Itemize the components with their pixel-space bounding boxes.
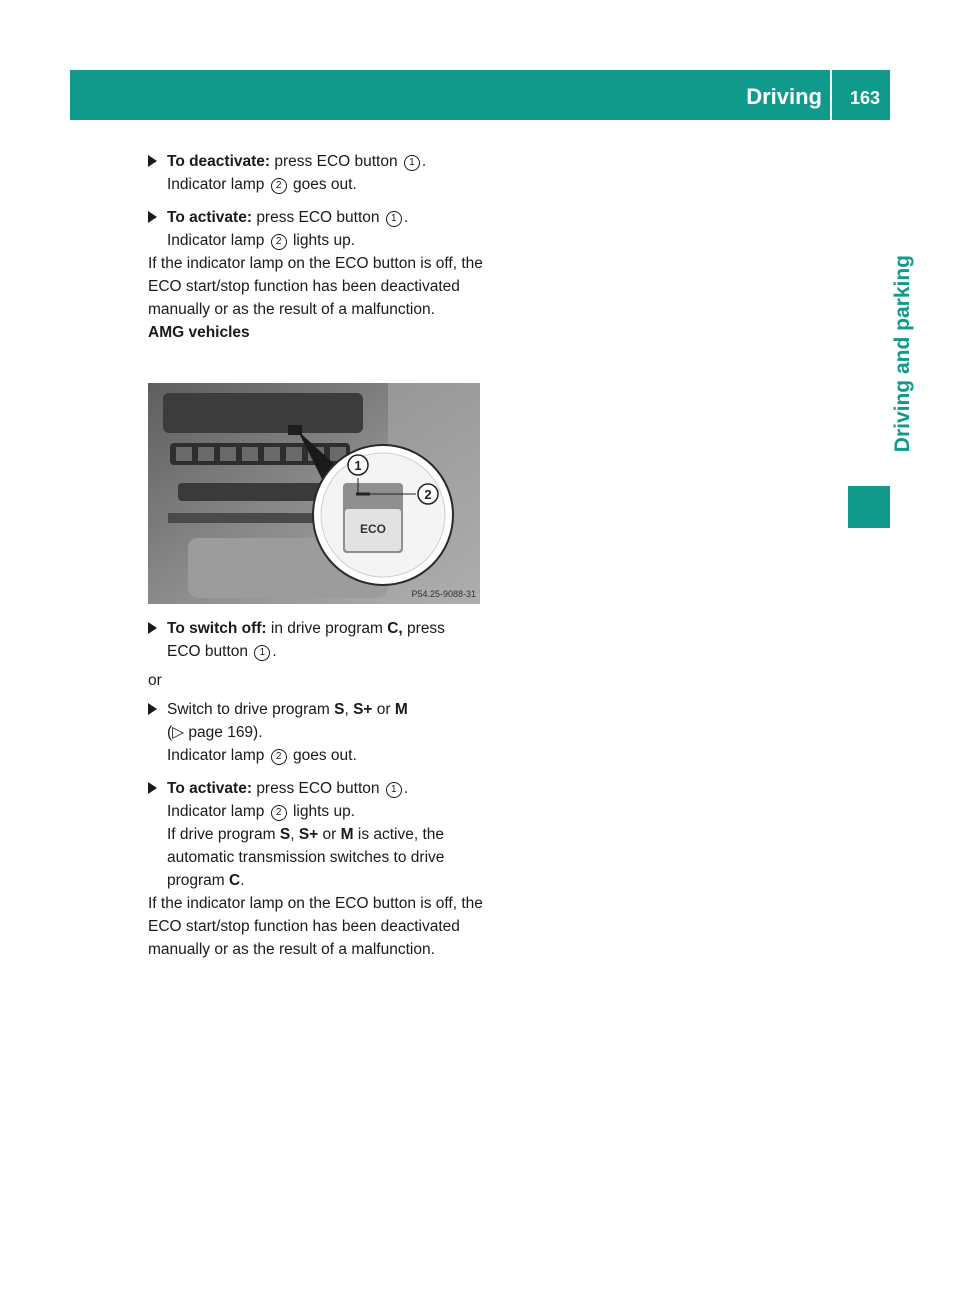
step-switch-program: [148, 698, 493, 767]
step-text: goes out.: [292, 176, 357, 193]
main-content: [148, 150, 493, 344]
page-ref-arrow-icon: ▷: [172, 724, 185, 741]
callout-2-icon: 2: [271, 749, 287, 765]
step-punct: .: [403, 209, 409, 226]
step-text: ECO button: [167, 643, 248, 660]
step-text: Indicator lamp: [167, 232, 265, 249]
step-arrow-icon: [148, 703, 157, 715]
page-reference[interactable]: page 169).: [188, 724, 263, 741]
step-activate: [148, 206, 493, 252]
step-punct: .: [421, 153, 427, 170]
step-activate-2: [148, 777, 493, 892]
drive-program: C,: [387, 620, 403, 637]
step-text: goes out.: [292, 747, 357, 764]
drive-program: M: [340, 826, 354, 843]
callout-1-icon: 1: [386, 782, 402, 798]
drive-program: S+: [353, 701, 373, 718]
page-header: [70, 70, 890, 120]
step-label: To activate:: [167, 780, 252, 797]
callout-2-icon: 2: [271, 805, 287, 821]
step-punct: ,: [344, 701, 349, 718]
step-text: is active, the automatic transmission switches to drive program: [167, 826, 445, 889]
main-content-2: [148, 617, 493, 961]
callout-2-icon: 2: [271, 178, 287, 194]
chapter-tab-label: Driving and parking: [891, 255, 914, 453]
step-text: lights up.: [292, 232, 356, 249]
drive-program: S: [279, 826, 291, 843]
step-switch-off: [148, 617, 493, 663]
amg-heading: AMG vehicles: [148, 324, 250, 341]
chapter-tab: [848, 255, 914, 485]
step-punct: .: [240, 872, 245, 889]
step-text: or: [376, 701, 391, 718]
step-arrow-icon: [148, 155, 157, 167]
step-arrow-icon: [148, 211, 157, 223]
chapter-tab-marker: [848, 486, 890, 528]
info-paragraph-2: If the indicator lamp on the ECO button is off, the ECO start/stop function has been deactivated manually or as the result of a malfunction.: [148, 895, 483, 958]
header-divider: [830, 70, 832, 120]
eco-label: ECO: [359, 522, 387, 536]
step-text: press ECO button: [256, 209, 380, 226]
step-punct: .: [403, 780, 409, 797]
step-text: Switch to drive program: [167, 701, 330, 718]
step-text: If drive program: [167, 826, 276, 843]
eco-button-figure: [148, 383, 480, 604]
step-text: in drive program: [270, 620, 383, 637]
page-number: 163: [849, 88, 880, 108]
callout-1-label: 1: [354, 458, 362, 473]
drive-program: S+: [298, 826, 319, 843]
drive-program: M: [394, 701, 408, 718]
step-text: press: [407, 620, 445, 637]
step-arrow-icon: [148, 622, 157, 634]
callout-2-label: 2: [424, 487, 432, 502]
drive-program: C: [229, 872, 241, 889]
step-punct: ,: [290, 826, 295, 843]
step-arrow-icon: [148, 782, 157, 794]
step-text: or: [322, 826, 337, 843]
step-label: To switch off:: [167, 620, 267, 637]
callout-1-icon: 1: [386, 211, 402, 227]
callout-2-icon: 2: [271, 234, 287, 250]
info-paragraph: If the indicator lamp on the ECO button is off, the ECO start/stop function has been deactivated manually or as the result of a malfunction.: [148, 255, 483, 318]
step-text: Indicator lamp: [167, 176, 265, 193]
step-text: lights up.: [292, 803, 356, 820]
step-label: To deactivate:: [167, 153, 271, 170]
figure-code: P54.25-9088-31: [411, 589, 476, 599]
step-label: To activate:: [167, 209, 252, 226]
or-text: or: [148, 672, 162, 689]
step-punct: .: [272, 643, 277, 660]
step-text: press ECO button: [274, 153, 398, 170]
step-text: Indicator lamp: [167, 747, 265, 764]
callout-1-icon: 1: [254, 645, 270, 661]
callout-1-icon: 1: [404, 155, 420, 171]
step-text: Indicator lamp: [167, 803, 265, 820]
step-deactivate: [148, 150, 493, 196]
step-text: press ECO button: [256, 780, 380, 797]
section-title: Driving: [746, 84, 822, 109]
step-punct: (: [167, 724, 173, 741]
drive-program: S: [334, 701, 345, 718]
